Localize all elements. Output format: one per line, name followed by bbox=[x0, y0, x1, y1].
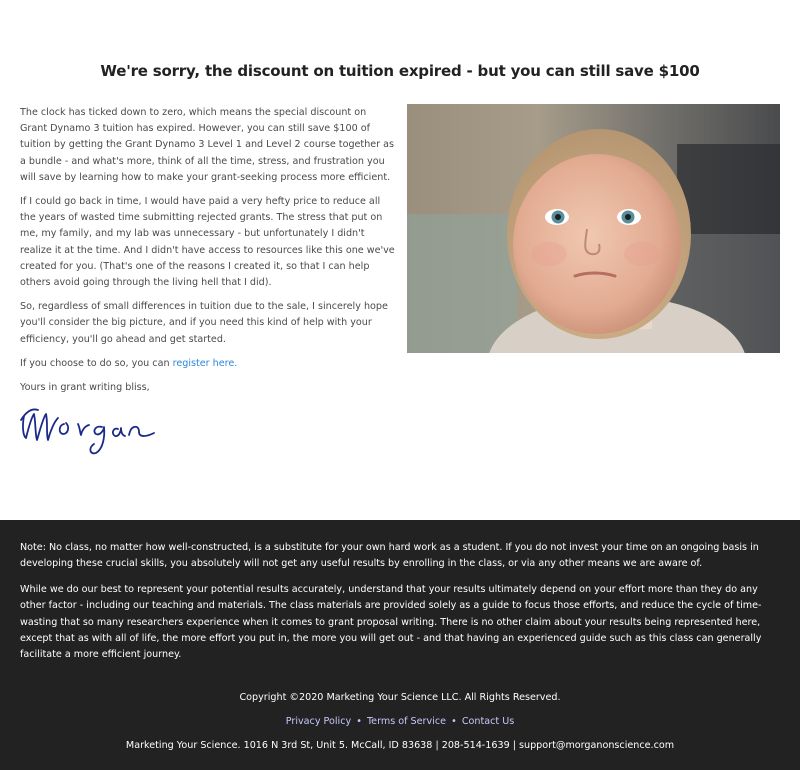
page-headline: We're sorry, the discount on tuition expired - but you can still save $100 bbox=[100, 62, 700, 80]
company-address: Marketing Your Science. 1016 N 3rd St, Unit 5. McCall, ID 83638 | 208-514-1639 | support@morganonscience.com bbox=[125, 740, 675, 751]
disclaimer-paragraph: Note: No class, no matter how well-constructed, is a substitute for your own hard work as a student. If you do not invest your time on an ongoing basis in developing these crucial skills, you absolutely will not get any useful results by enrolling in the class, or via any other means we are aware of. bbox=[20, 542, 759, 570]
body-paragraph: The clock has ticked down to zero, which means the special discount on Grant Dynamo 3 tuition has expired. However, you can still save $100 of tuition by getting the Grant Dynamo 3 Level 1 and Level 2 course together as a bundle - and what's more, think of all the time, stress, and frustration you will save by learning how to make your grant-seeking process more efficient. bbox=[20, 107, 395, 183]
register-line bbox=[20, 356, 395, 372]
body-paragraph: So, regardless of small differences in tuition due to the sale, I sincerely hope you'll consider the big picture, and if you need this kind of help with your efficiency, you'll go ahead and get started. bbox=[20, 301, 388, 345]
contact-us-link[interactable]: Contact Us bbox=[461, 716, 515, 727]
terms-of-service-link[interactable]: Terms of Service bbox=[366, 716, 447, 727]
baby-photo bbox=[407, 104, 780, 353]
signature-image bbox=[18, 400, 158, 462]
site-footer bbox=[0, 520, 800, 770]
copyright-text: Copyright ©2020 Marketing Your Science LLC. All Rights Reserved. bbox=[239, 692, 561, 703]
link-separator: • bbox=[451, 716, 457, 727]
link-separator: • bbox=[356, 716, 362, 727]
register-prefix: If you choose to do so, you can bbox=[20, 357, 173, 369]
register-link[interactable]: register here. bbox=[172, 357, 238, 369]
privacy-policy-link[interactable]: Privacy Policy bbox=[285, 716, 352, 727]
disclaimer bbox=[20, 540, 785, 673]
closing-line: Yours in grant writing bliss, bbox=[20, 382, 150, 394]
letter-body bbox=[20, 105, 395, 404]
disclaimer-paragraph: While we do our best to represent your potential results accurately, understand that your results ultimately depend on your effort more than they do any other factor - including our teaching and materials. The class materials are provided solely as a guide to focus those efforts, and reduce the cycle of time-wasting that so many researchers experience when it comes to grant proposal writing. There is no other claim about your results being represented here, except that as with all of life, the more effort you put in, the more you will get out - and that having an experienced guide such as this class can generally facilitate a more efficient journey. bbox=[20, 583, 762, 661]
footer-links bbox=[0, 716, 800, 727]
body-paragraph: If I could go back in time, I would have paid a very hefty price to reduce all the years of wasted time submitting rejected grants. The stress that put on me, my family, and my lab was unnecessary - but unfortunately I didn't realize it at the time. And I didn't have access to resources like this one we've created for you. (That's one of the reasons I created it, so that I can help others avoid going through the living hell that I did). bbox=[20, 196, 395, 289]
